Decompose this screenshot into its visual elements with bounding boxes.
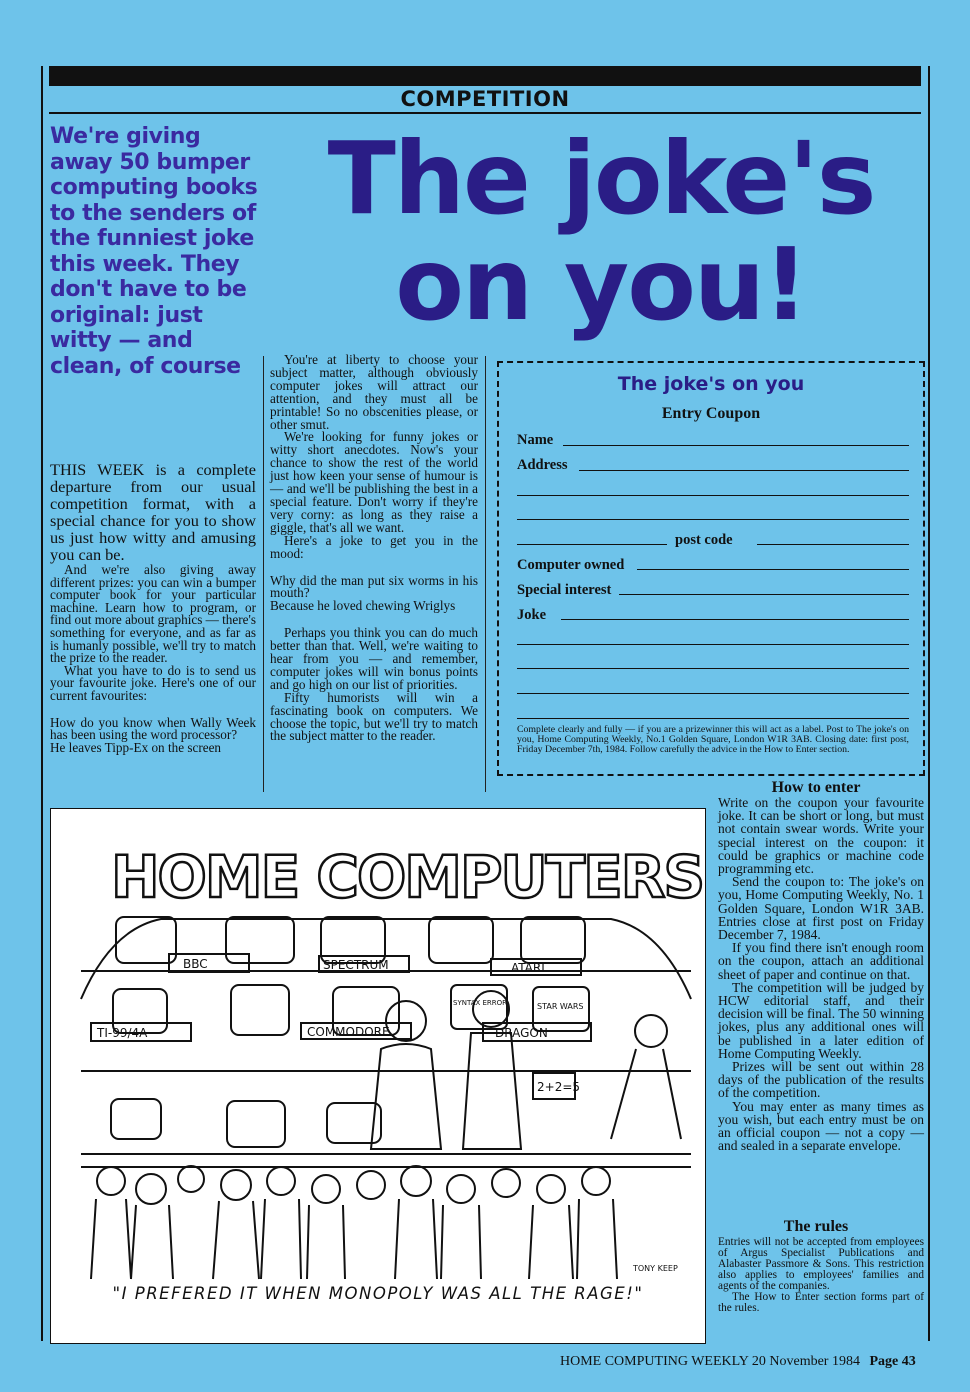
article-paragraph: What you have to do is to send us your favourite joke. Here's one of our current favourites: [50,662,256,703]
page-number: Page 43 [869,1354,916,1369]
article-paragraph: THIS WEEK is a complete departure from our usual competition format, with a special chance for you to show us just how witty and amusing you can be. [50,460,256,564]
joke-field[interactable] [517,668,909,669]
joke-question: How do you know when Wally Week has been using the word processor? [50,714,256,743]
how-to-enter-paragraph: You may enter as many times as you wish, but each entry must be on an official coupon — not a copy — and sealed in a separate envelope. [718,1098,924,1154]
name-field[interactable] [563,445,909,446]
joke-answer: Because he loved chewing Wriglys [270,598,456,614]
section-label: COMPETITION [400,87,570,111]
cartoon-label-spectrum: SPECTRUM [323,958,389,972]
headline-line-2: on you! [395,226,807,343]
headline [276,120,926,343]
how-to-enter-paragraph: Send the coupon to: The joke's on you, Home Computing Weekly, No. 1 Golden Square, London W1R 3AB. Entries close at first post on Friday December 7, 1984. [718,874,924,943]
coupon-title: The joke's on you [617,373,805,395]
article-paragraph: You're at liberty to choose your subject matter, although obviously computer jokes will attract our attention, and they must all be printable! So no obscenities please, or other smut. [270,352,478,432]
special-interest-label: Special interest [517,582,612,598]
joke-field[interactable] [517,718,909,719]
cartoon-label-dragon: DRAGON [495,1026,548,1040]
joke-field[interactable] [561,619,909,620]
article-column-1 [50,564,256,754]
article-paragraph: And we're also giving away different prizes: you can win a bumper computer book for your particular machine. Learn how to program, or find out more about graphics — there's something for everyone, and as far as is humanly possible, we'll try to match the prize to the reader. [50,562,256,666]
article-paragraph: Perhaps you think you can do much better than that. Well, we're waiting to hear from you — and remember, computer jokes will win bonus points and go high on our list of priorities. [270,625,478,692]
joke-label: Joke [517,607,546,623]
joke-field[interactable] [517,693,909,694]
article-lead [50,461,256,563]
postcode-field[interactable] [757,544,909,545]
rules-title: The rules [783,1218,849,1235]
page-border-left [41,66,43,1341]
intro-deck: We're giving away 50 bumper computing books to the senders of the funniest joke this week. They don't have to be original: just witty — and clean, of course [50,124,258,379]
computer-owned-label: Computer owned [517,557,625,573]
address-field[interactable] [517,544,667,545]
cartoon-label-syntax-error: SYNTAX ERROR [453,999,508,1007]
joke-field[interactable] [517,644,909,645]
how-to-enter-paragraph: Prizes will be sent out within 28 days of the publication of the results of the competition. [718,1059,924,1101]
header-bar [49,66,921,86]
cartoon-drawing [51,809,705,1343]
address-field[interactable] [517,519,909,520]
rules-body [718,1237,924,1314]
cartoon-label-commodore: COMMODORE [307,1025,390,1039]
address-field[interactable] [517,495,909,496]
article-paragraph: We're looking for funny jokes or witty short anecdotes. Now's your chance to show the rest of the world just how keen your sense of humour is — and we'll be publishing the best in a special feature. Don't worry if they're very corny: as long as they raise a giggle, that's all we want. [270,429,478,535]
coupon-subtitle: Entry Coupon [661,405,761,422]
rules-paragraph: Entries will not be accepted from employees of Argus Specialist Publications and Alabaster Passmore & Sons. This restriction also applies to employees' families and agents of the companies. [718,1236,924,1292]
publication-line: HOME COMPUTING WEEKLY 20 November 1984 [560,1354,860,1369]
name-label: Name [517,432,554,448]
rules-paragraph: The How to Enter section forms part of the rules. [718,1291,924,1314]
cartoon-label-atari: ATARI [511,961,545,975]
header-rule [49,112,921,114]
article-column-2 [270,354,478,743]
article-paragraph: Here's a joke to get you in the mood: [270,532,478,561]
joke-question: Why did the man put six worms in his mouth? [270,572,478,601]
how-to-enter-paragraph: If you find there isn't enough room on the coupon, attach an additional sheet of paper and continue on that. [718,940,924,982]
cartoon-label-ti: TI-99/4A [97,1026,148,1040]
headline-line-1: The joke's [327,120,875,237]
cartoon-sign-text: HOME COMPUTERS [111,843,704,911]
page-footer [560,1354,916,1370]
column-divider [263,356,264,792]
joke-answer: He leaves Tipp-Ex on the screen [50,739,222,755]
entry-coupon[interactable] [497,361,925,776]
cartoon-label-star-wars: STAR WARS [537,1002,584,1011]
address-field[interactable] [579,470,909,471]
cartoon-caption: "I PREFERED IT WHEN MONOPOLY WAS ALL THE RAGE!" [112,1284,644,1303]
how-to-enter-paragraph: The competition will be judged by HCW editorial staff, and their decision will be final. The 50 winning jokes, plus any additional ones will be published in a later edition of Home Computing Weekly. [718,979,924,1061]
how-to-enter-body [718,796,924,1152]
cartoon-label-2plus2: 2+2=5 [537,1080,581,1094]
computer-owned-field[interactable] [637,569,909,570]
article-paragraph: Fifty humorists will win a fascinating book on computers. We choose the topic, but we'll try to match the subject matter to the reader. [270,689,478,744]
coupon-note: Complete clearly and fully — if you are a prizewinner this will act as a label. Post to The joke's on you, Home Computing Weekly, No.1 Golden Square, London W1R 3AB. Closing date: first post, Friday December 7th, 1984. Follow carefully the advice in the How to Enter section. [517,724,909,755]
cartoon-signature: TONY KEEP [633,1264,678,1273]
column-divider [485,356,486,792]
cartoon-label-bbc: BBC [183,957,208,971]
how-to-enter-paragraph: Write on the coupon your favourite joke. It can be short or long, but must not contain swear words. Write your special interest on the coupon: it could be graphics or machine code programming etc. [718,795,924,877]
address-label: Address [517,457,568,473]
page-border-right [928,66,930,1341]
postcode-label: post code [675,532,733,548]
special-interest-field[interactable] [619,594,909,595]
how-to-enter-title: How to enter [771,779,861,796]
cartoon-illustration [50,808,706,1344]
